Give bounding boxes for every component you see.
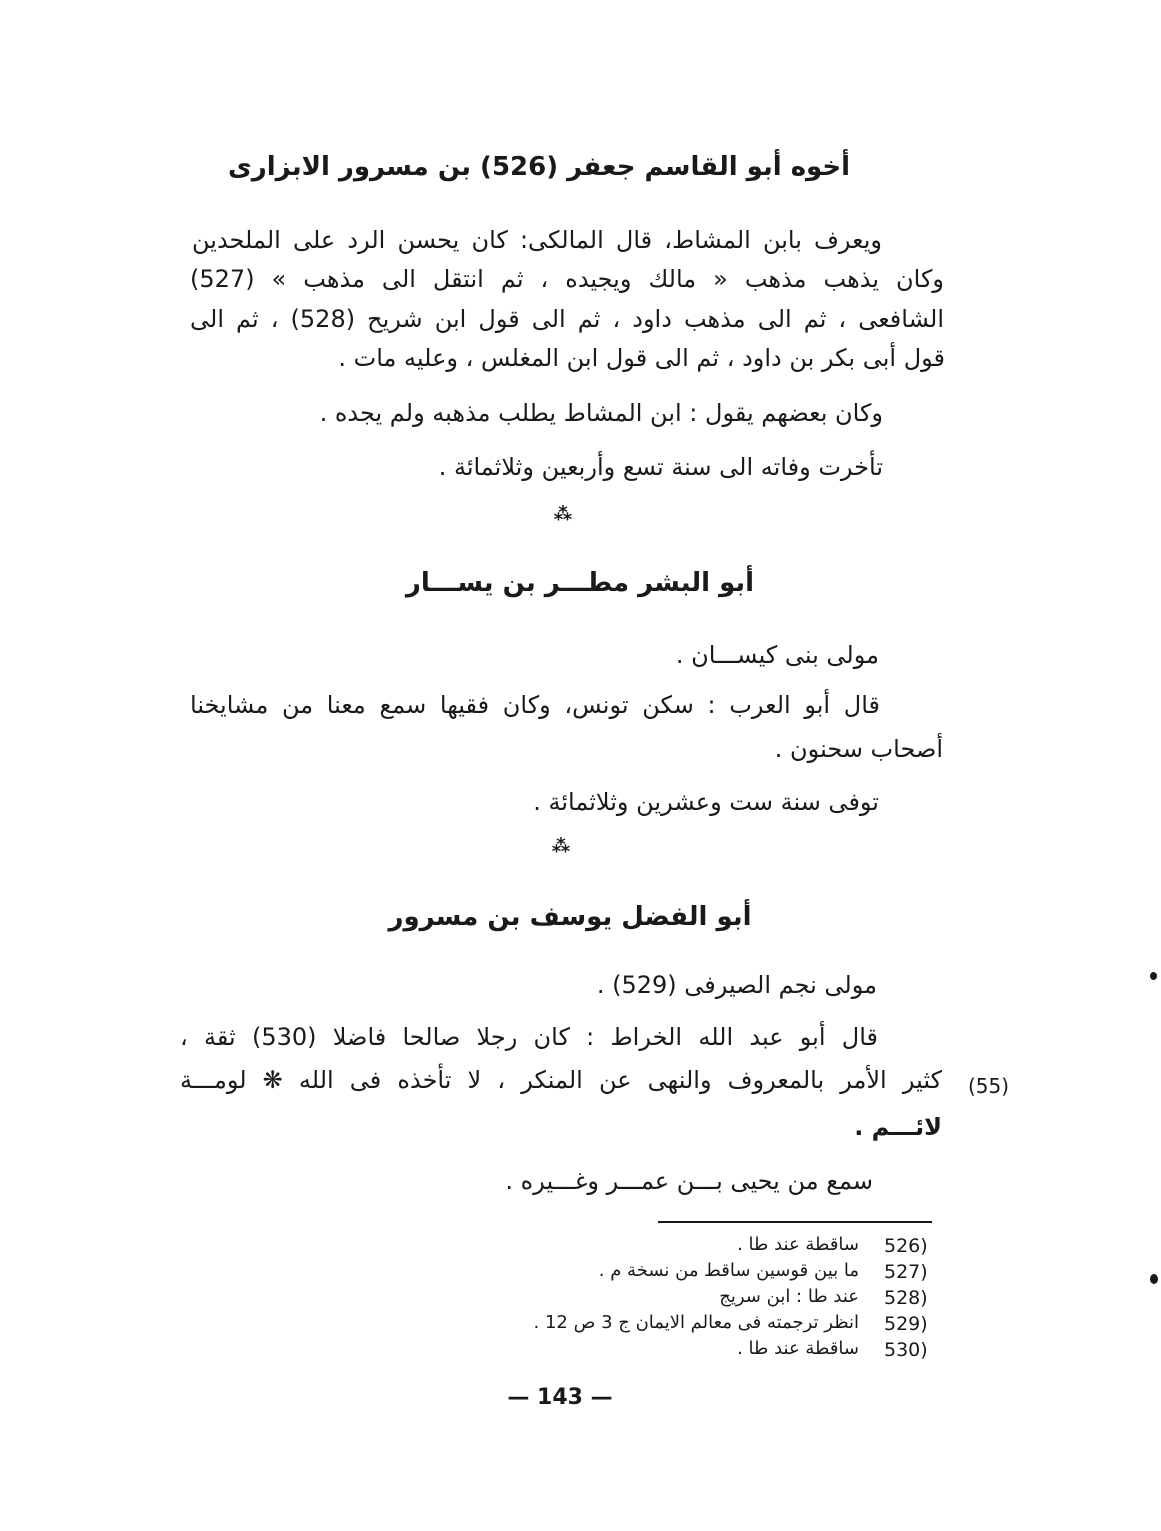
footnote-1-text: ساقطة عند طا .	[737, 1234, 859, 1255]
footnote-3-number: 528)	[884, 1287, 928, 1309]
separator-stars-1: ⁂	[553, 504, 573, 525]
footnote-5-text: ساقطة عند طا .	[737, 1338, 859, 1359]
entry-2-heading: أبو البشر مطـــر بن يســـار	[405, 568, 755, 598]
entry-2-line-4: توفى سنة ست وعشرين وثلاثمائة .	[533, 788, 879, 816]
footnote-4-text: انظر ترجمته فى معالم الايمان ج 3 ص 12 .	[533, 1312, 859, 1333]
entry-1-heading: أخوه أبو القاسم جعفر (526) بن مسرور الابزارى	[227, 152, 850, 182]
footnote-rule	[658, 1221, 932, 1223]
entry-2-line-2: قال أبو العرب : سكن تونس، وكان فقيها سمع معنا من مشايخنا	[190, 691, 880, 719]
entry-1-line-3: الشافعى ، ثم الى مذهب داود ، ثم الى قول ابن شريح (528) ، ثم الى	[190, 305, 944, 333]
footnote-2-number: 527)	[884, 1261, 928, 1283]
entry-1-line-2: وكان يذهب مذهب « مالك ويجيده ، ثم انتقل الى مذهب » (527)	[190, 265, 944, 293]
scan-speck	[1150, 1274, 1158, 1284]
entry-3-line-2: قال أبو عبد الله الخراط : كان رجلا صالحا فاضلا (530) ثقة ،	[180, 1023, 879, 1051]
footnote-4-number: 529)	[884, 1313, 928, 1335]
page-number: — 143 —	[507, 1385, 613, 1410]
footnote-5-number: 530)	[884, 1339, 928, 1361]
footnote-1-number: 526)	[884, 1235, 928, 1257]
scan-speck	[1150, 972, 1157, 980]
entry-1-line-6: تأخرت وفاته الى سنة تسع وأربعين وثلاثمائة .	[438, 453, 883, 481]
separator-stars-2: ⁂	[551, 836, 571, 857]
entry-2-line-1: مولى بنى كيســـان .	[675, 641, 879, 669]
entry-3-line-4: لائـــم .	[854, 1113, 942, 1141]
entry-2-line-3: أصحاب سحنون .	[774, 735, 943, 763]
entry-3-line-1: مولى نجم الصيرفى (529) .	[596, 971, 877, 999]
entry-1-line-1: ويعرف بابن المشاط، قال المالكى: كان يحسن الرد على الملحدين	[192, 226, 882, 254]
entry-3-line-3: كثير الأمر بالمعروف والنهى عن المنكر ، لا تأخذه فى الله ❋ لومـــة	[180, 1066, 942, 1094]
footnote-2-text: ما بين قوسين ساقط من نسخة م .	[598, 1260, 859, 1281]
entry-1-line-4: قول أبى بكر بن داود ، ثم الى قول ابن المغلس ، وعليه مات .	[338, 344, 945, 372]
entry-3-line-5: سمع من يحيى بـــن عمـــر وغـــيره .	[505, 1167, 873, 1195]
margin-page-marker: (55)	[968, 1074, 1010, 1098]
entry-3-heading: أبو الفضل يوسف بن مسرور	[388, 902, 752, 932]
entry-1-line-5: وكان بعضهم يقول : ابن المشاط يطلب مذهبه ولم يجده .	[319, 399, 883, 427]
footnote-3-text: عند طا : ابن سريج	[719, 1286, 859, 1307]
